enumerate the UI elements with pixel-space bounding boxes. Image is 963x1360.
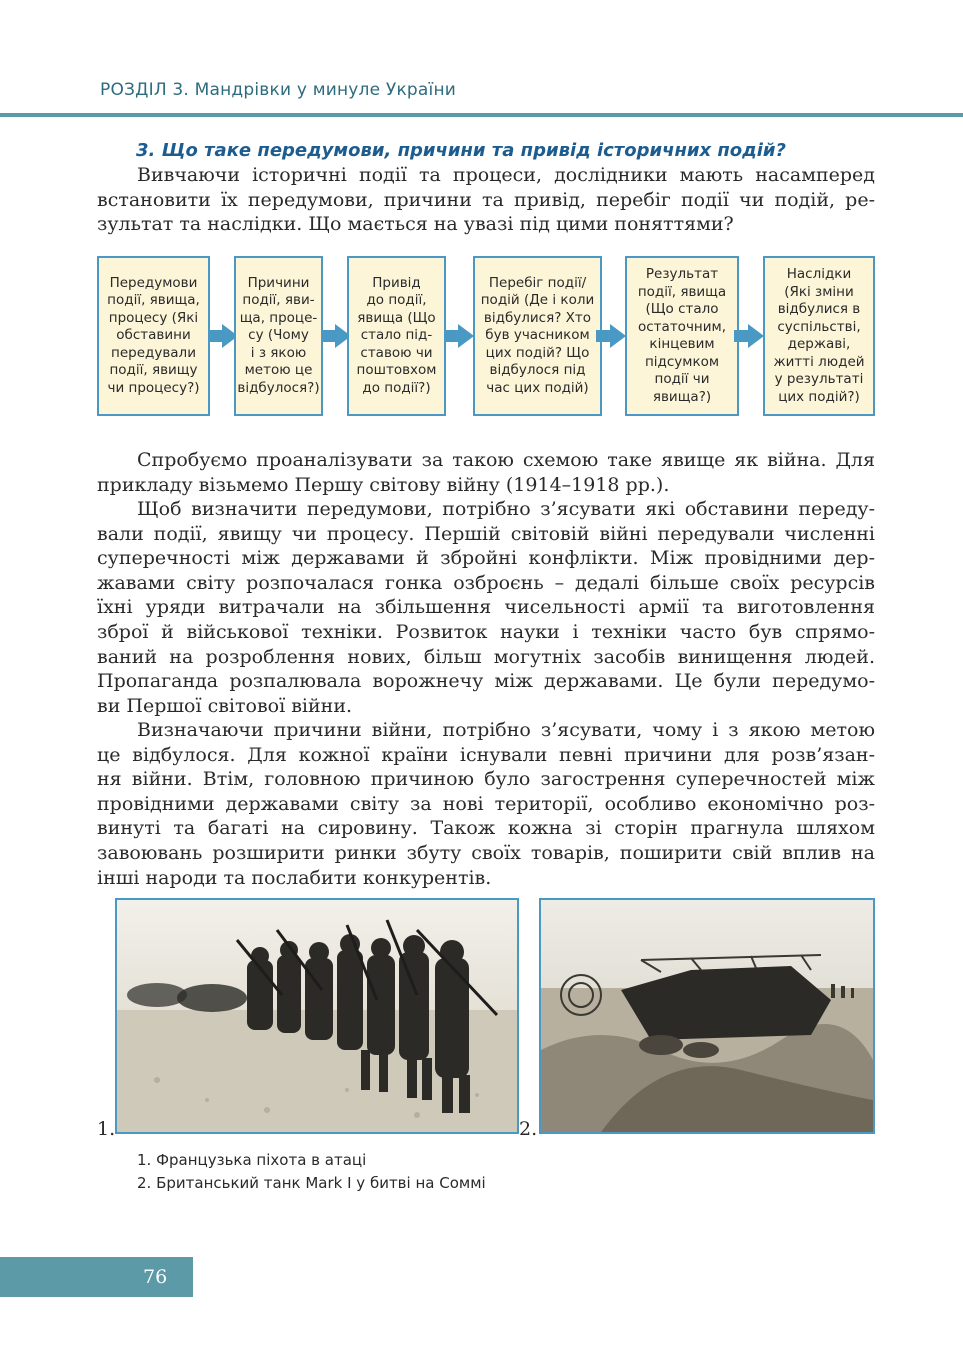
flow-diagram xyxy=(97,256,877,418)
arrow-icon xyxy=(748,324,764,348)
flow-box-text: Причини події, яви- ща, проце- су (Чому і з якою метою це відбулося?) xyxy=(237,274,320,396)
flow-box-consequences xyxy=(763,256,875,416)
photo-2-caption: 2. Британський танк Mark I у битві на Соммі xyxy=(137,1174,486,1192)
flow-box-text: Передумови події, явища, процесу (Які обставини передували події, явищу чи процесу?) xyxy=(107,274,200,396)
arrow-icon xyxy=(610,324,626,348)
arrow-icon xyxy=(458,324,474,348)
flow-box-pretext xyxy=(347,256,446,416)
text-line: ви Першої світової війни. xyxy=(97,694,353,717)
text-line: жавами світу розпочалася гонка озброєнь – дедалі більше своїх ресурсів xyxy=(97,571,875,594)
text-line: вали події, явищу чи процесу. Першій світовій війні передували численні xyxy=(97,522,875,545)
text-line: винуті та багаті на сировину. Також кожна зі сторін прагнула шляхом xyxy=(97,817,875,840)
text-line: суперечності між державами й збройні конфлікти. Між провідними дер- xyxy=(97,547,875,570)
text-line: Пропаганда розпалювала ворожнечу між державами. Це були передумо- xyxy=(97,670,875,693)
flow-box-text: Перебіг події/ подій (Де і коли відбулися? Хто був учасником цих подій? Що відбулося під час цих подій) xyxy=(480,274,595,396)
photo-1-number: 1. xyxy=(97,1118,116,1140)
text-line: це відбулося. Для кожної країни існували певні причини для розв’язан- xyxy=(97,743,875,766)
text-line: Щоб визначити передумови, потрібно з’ясувати які обставини переду- xyxy=(137,498,875,520)
flow-box-causes xyxy=(234,256,323,416)
text-line: Спробуємо проаналізувати за такою схемою таке явище як війна. Для xyxy=(137,449,875,471)
text-line: прикладу візьмемо Першу світову війну (1914–1918 рр.). xyxy=(97,473,670,496)
photo-tank-somme xyxy=(539,898,875,1134)
text-line: Визначаючи причини війни, потрібно з’ясувати, чому і з якою метою xyxy=(137,719,875,741)
text-line: ваний на розроблення нових, більш могутніх засобів винищення людей. xyxy=(97,645,875,668)
text-line: встановити їх передумови, причини та привід, перебіг події чи подій, ре- xyxy=(97,188,875,211)
photo-infantry-attack xyxy=(115,898,519,1134)
flow-box-text: Привід до події, явища (Що стало під- ставою чи поштовхом до події?) xyxy=(356,274,437,396)
text-line: Вивчаючи історичні події та процеси, дослідники мають насамперед xyxy=(137,164,875,186)
photo-1-caption: 1. Французька піхота в атаці xyxy=(137,1151,367,1169)
text-line: зброї й військової техніки. Розвиток науки і техніки часто був спрямо- xyxy=(97,620,875,643)
intro-paragraph xyxy=(97,163,875,237)
page-number: 76 xyxy=(143,1266,168,1288)
text-line: зультат та наслідки. Що мається на увазі під цими поняттями? xyxy=(97,213,734,236)
text-line: їхні уряди витрачали на збільшення чисельності армії та виготовлення xyxy=(97,596,875,619)
text-line: провідними державами світу за нові території, особливо економічно роз- xyxy=(97,792,875,815)
text-line: завоювань розширити ринки збуту своїх товарів, поширити свій вплив на xyxy=(97,841,875,864)
flow-box-text: Результат події, явища (Що стало остаточним, кінцевим підсумком події чи явища?) xyxy=(637,266,727,405)
text-line: інші народи та послабити конкурентів. xyxy=(97,866,492,889)
section-header: РОЗДІЛ 3. Мандрівки у минуле України xyxy=(100,80,457,100)
flow-box-preconditions xyxy=(97,256,210,416)
paragraph-1 xyxy=(97,448,875,497)
flow-box-course xyxy=(473,256,602,416)
section-title: 3. Що таке передумови, причини та привід історичних подій? xyxy=(136,140,786,161)
paragraph-3 xyxy=(97,718,875,890)
photo-2-number: 2. xyxy=(519,1118,538,1140)
flow-box-result xyxy=(625,256,739,416)
text-line: ня війни. Втім, головною причиною було загострення суперечностей між xyxy=(97,768,875,791)
flow-box-text: Наслідки (Які зміни відбулися в суспільстві, державі, житті людей у результаті цих подій?) xyxy=(773,266,865,405)
header-rule xyxy=(0,113,963,117)
paragraph-2 xyxy=(97,497,875,718)
